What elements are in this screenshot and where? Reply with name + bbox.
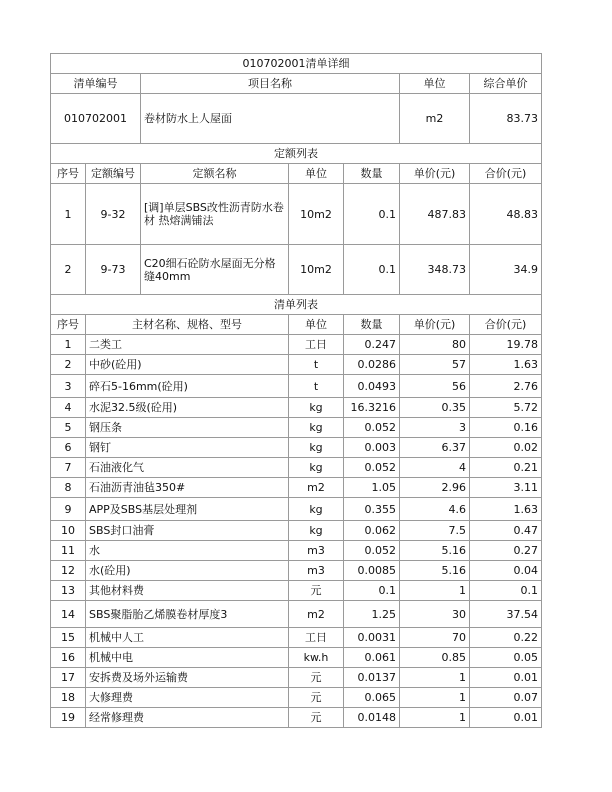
material-row (51, 668, 542, 688)
quota-unit-header: 单位 (289, 164, 344, 184)
material-unit: m3 (289, 541, 344, 561)
material-unit-price: 80 (400, 335, 470, 355)
material-qty: 0.247 (344, 335, 400, 355)
material-row (51, 498, 542, 521)
material-total: 0.47 (470, 521, 542, 541)
material-row (51, 648, 542, 668)
material-seq: 8 (51, 478, 86, 498)
material-name: 二类工 (86, 335, 289, 355)
material-row (51, 541, 542, 561)
material-total: 0.07 (470, 688, 542, 708)
material-row (51, 438, 542, 458)
material-row (51, 418, 542, 438)
material-unit: kg (289, 418, 344, 438)
material-total: 1.63 (470, 498, 542, 521)
material-qty: 0.052 (344, 541, 400, 561)
material-name: SBS封口油膏 (86, 521, 289, 541)
quota-code: 9-32 (86, 184, 141, 245)
material-row (51, 398, 542, 418)
material-name: 安拆费及场外运输费 (86, 668, 289, 688)
material-qty: 0.355 (344, 498, 400, 521)
material-total: 0.05 (470, 648, 542, 668)
bill-price: 83.73 (470, 94, 542, 144)
material-unit-price-header: 单价(元) (400, 315, 470, 335)
material-qty: 0.1 (344, 581, 400, 601)
bill-detail-sheet (50, 53, 541, 728)
material-seq: 17 (51, 668, 86, 688)
quota-code-header: 定额编号 (86, 164, 141, 184)
material-unit-price: 56 (400, 375, 470, 398)
material-row (51, 688, 542, 708)
material-total: 0.1 (470, 581, 542, 601)
material-unit: 元 (289, 581, 344, 601)
material-unit-price: 6.37 (400, 438, 470, 458)
material-seq: 16 (51, 648, 86, 668)
material-qty: 0.0286 (344, 355, 400, 375)
material-qty: 0.062 (344, 521, 400, 541)
material-total: 0.01 (470, 668, 542, 688)
bill-name: 卷材防水上人屋面 (141, 94, 400, 144)
material-name: 石油液化气 (86, 458, 289, 478)
material-unit-price: 70 (400, 628, 470, 648)
material-seq: 7 (51, 458, 86, 478)
quota-seq: 2 (51, 245, 86, 295)
material-row (51, 335, 542, 355)
quota-qty: 0.1 (344, 245, 400, 295)
material-seq: 14 (51, 601, 86, 628)
quota-total: 48.83 (470, 184, 542, 245)
material-name: 水 (86, 541, 289, 561)
quota-qty: 0.1 (344, 184, 400, 245)
material-unit: kw.h (289, 648, 344, 668)
material-name: 水(砼用) (86, 561, 289, 581)
material-unit-price: 1 (400, 581, 470, 601)
material-row (51, 521, 542, 541)
material-seq: 5 (51, 418, 86, 438)
material-qty: 0.065 (344, 688, 400, 708)
material-name: 碎石5-16mm(砼用) (86, 375, 289, 398)
material-unit-header: 单位 (289, 315, 344, 335)
material-seq: 12 (51, 561, 86, 581)
material-seq: 3 (51, 375, 86, 398)
material-list (51, 335, 542, 728)
material-unit: m3 (289, 561, 344, 581)
material-total: 3.11 (470, 478, 542, 498)
bill-price-header: 综合单价 (470, 74, 542, 94)
material-unit: 工日 (289, 628, 344, 648)
material-qty: 0.0137 (344, 668, 400, 688)
material-total: 0.27 (470, 541, 542, 561)
material-seq: 2 (51, 355, 86, 375)
material-unit-price: 0.85 (400, 648, 470, 668)
bill-code: 010702001 (51, 94, 141, 144)
material-row (51, 601, 542, 628)
material-row (51, 561, 542, 581)
sheet-title: 010702001清单详细 (51, 54, 542, 74)
material-unit-price: 1 (400, 668, 470, 688)
material-unit-price: 4.6 (400, 498, 470, 521)
material-unit: kg (289, 458, 344, 478)
material-unit: m2 (289, 478, 344, 498)
material-unit-price: 5.16 (400, 561, 470, 581)
material-unit-price: 3 (400, 418, 470, 438)
quota-name: [调]单层SBS改性沥青防水卷材 热熔满铺法 (141, 184, 289, 245)
material-name: 钢钉 (86, 438, 289, 458)
material-total-header: 合价(元) (470, 315, 542, 335)
quota-seq: 1 (51, 184, 86, 245)
bill-detail-table (50, 53, 542, 728)
quota-name-header: 定额名称 (141, 164, 289, 184)
material-name: 其他材料费 (86, 581, 289, 601)
material-name: 经常修理费 (86, 708, 289, 728)
material-name: 机械中人工 (86, 628, 289, 648)
material-total: 0.01 (470, 708, 542, 728)
material-unit-price: 2.96 (400, 478, 470, 498)
material-unit-price: 57 (400, 355, 470, 375)
material-seq: 10 (51, 521, 86, 541)
quota-row (51, 245, 542, 295)
material-qty: 0.061 (344, 648, 400, 668)
material-unit-price: 30 (400, 601, 470, 628)
material-seq: 18 (51, 688, 86, 708)
material-total: 5.72 (470, 398, 542, 418)
quota-qty-header: 数量 (344, 164, 400, 184)
material-row (51, 375, 542, 398)
material-row (51, 708, 542, 728)
quota-unit: 10m2 (289, 184, 344, 245)
quota-unit-price: 348.73 (400, 245, 470, 295)
material-row (51, 581, 542, 601)
material-unit: 元 (289, 688, 344, 708)
material-seq: 15 (51, 628, 86, 648)
material-qty: 0.0085 (344, 561, 400, 581)
material-unit: kg (289, 498, 344, 521)
material-seq: 13 (51, 581, 86, 601)
material-total: 37.54 (470, 601, 542, 628)
quota-unit: 10m2 (289, 245, 344, 295)
material-unit-price: 4 (400, 458, 470, 478)
material-unit: t (289, 355, 344, 375)
material-seq: 1 (51, 335, 86, 355)
material-unit-price: 1 (400, 688, 470, 708)
material-row (51, 628, 542, 648)
material-section-title: 清单列表 (51, 295, 542, 315)
quota-row (51, 184, 542, 245)
material-seq-header: 序号 (51, 315, 86, 335)
material-total: 0.16 (470, 418, 542, 438)
material-unit-price: 0.35 (400, 398, 470, 418)
material-qty-header: 数量 (344, 315, 400, 335)
material-unit: kg (289, 521, 344, 541)
material-qty: 1.25 (344, 601, 400, 628)
material-qty: 0.052 (344, 458, 400, 478)
quota-name: C20细石砼防水屋面无分格缝40mm (141, 245, 289, 295)
material-unit: m2 (289, 601, 344, 628)
material-total: 1.63 (470, 355, 542, 375)
quota-total: 34.9 (470, 245, 542, 295)
material-total: 19.78 (470, 335, 542, 355)
material-seq: 4 (51, 398, 86, 418)
quota-unit-price: 487.83 (400, 184, 470, 245)
material-seq: 19 (51, 708, 86, 728)
material-total: 0.04 (470, 561, 542, 581)
material-unit: 元 (289, 668, 344, 688)
material-name: 钢压条 (86, 418, 289, 438)
material-total: 2.76 (470, 375, 542, 398)
material-name-header: 主材名称、规格、型号 (86, 315, 289, 335)
material-seq: 9 (51, 498, 86, 521)
material-seq: 6 (51, 438, 86, 458)
quota-seq-header: 序号 (51, 164, 86, 184)
material-qty: 0.0493 (344, 375, 400, 398)
material-total: 0.21 (470, 458, 542, 478)
material-row (51, 355, 542, 375)
bill-name-header: 项目名称 (141, 74, 400, 94)
material-qty: 0.003 (344, 438, 400, 458)
material-unit: 工日 (289, 335, 344, 355)
material-name: 石油沥青油毡350# (86, 478, 289, 498)
material-total: 0.02 (470, 438, 542, 458)
material-unit: kg (289, 438, 344, 458)
material-unit-price: 7.5 (400, 521, 470, 541)
material-seq: 11 (51, 541, 86, 561)
material-name: SBS聚脂胎乙烯膜卷材厚度3 (86, 601, 289, 628)
quota-section-title: 定额列表 (51, 144, 542, 164)
material-row (51, 458, 542, 478)
material-unit: t (289, 375, 344, 398)
material-qty: 1.05 (344, 478, 400, 498)
material-unit: kg (289, 398, 344, 418)
material-name: 机械中电 (86, 648, 289, 668)
material-total: 0.22 (470, 628, 542, 648)
bill-unit: m2 (400, 94, 470, 144)
bill-code-header: 清单编号 (51, 74, 141, 94)
material-name: 中砂(砼用) (86, 355, 289, 375)
material-name: APP及SBS基层处理剂 (86, 498, 289, 521)
quota-total-header: 合价(元) (470, 164, 542, 184)
material-unit: 元 (289, 708, 344, 728)
material-name: 水泥32.5级(砼用) (86, 398, 289, 418)
material-row (51, 478, 542, 498)
quota-code: 9-73 (86, 245, 141, 295)
material-qty: 16.3216 (344, 398, 400, 418)
material-unit-price: 5.16 (400, 541, 470, 561)
material-qty: 0.0031 (344, 628, 400, 648)
material-qty: 0.052 (344, 418, 400, 438)
quota-unit-price-header: 单价(元) (400, 164, 470, 184)
material-name: 大修理费 (86, 688, 289, 708)
material-qty: 0.0148 (344, 708, 400, 728)
material-unit-price: 1 (400, 708, 470, 728)
bill-unit-header: 单位 (400, 74, 470, 94)
